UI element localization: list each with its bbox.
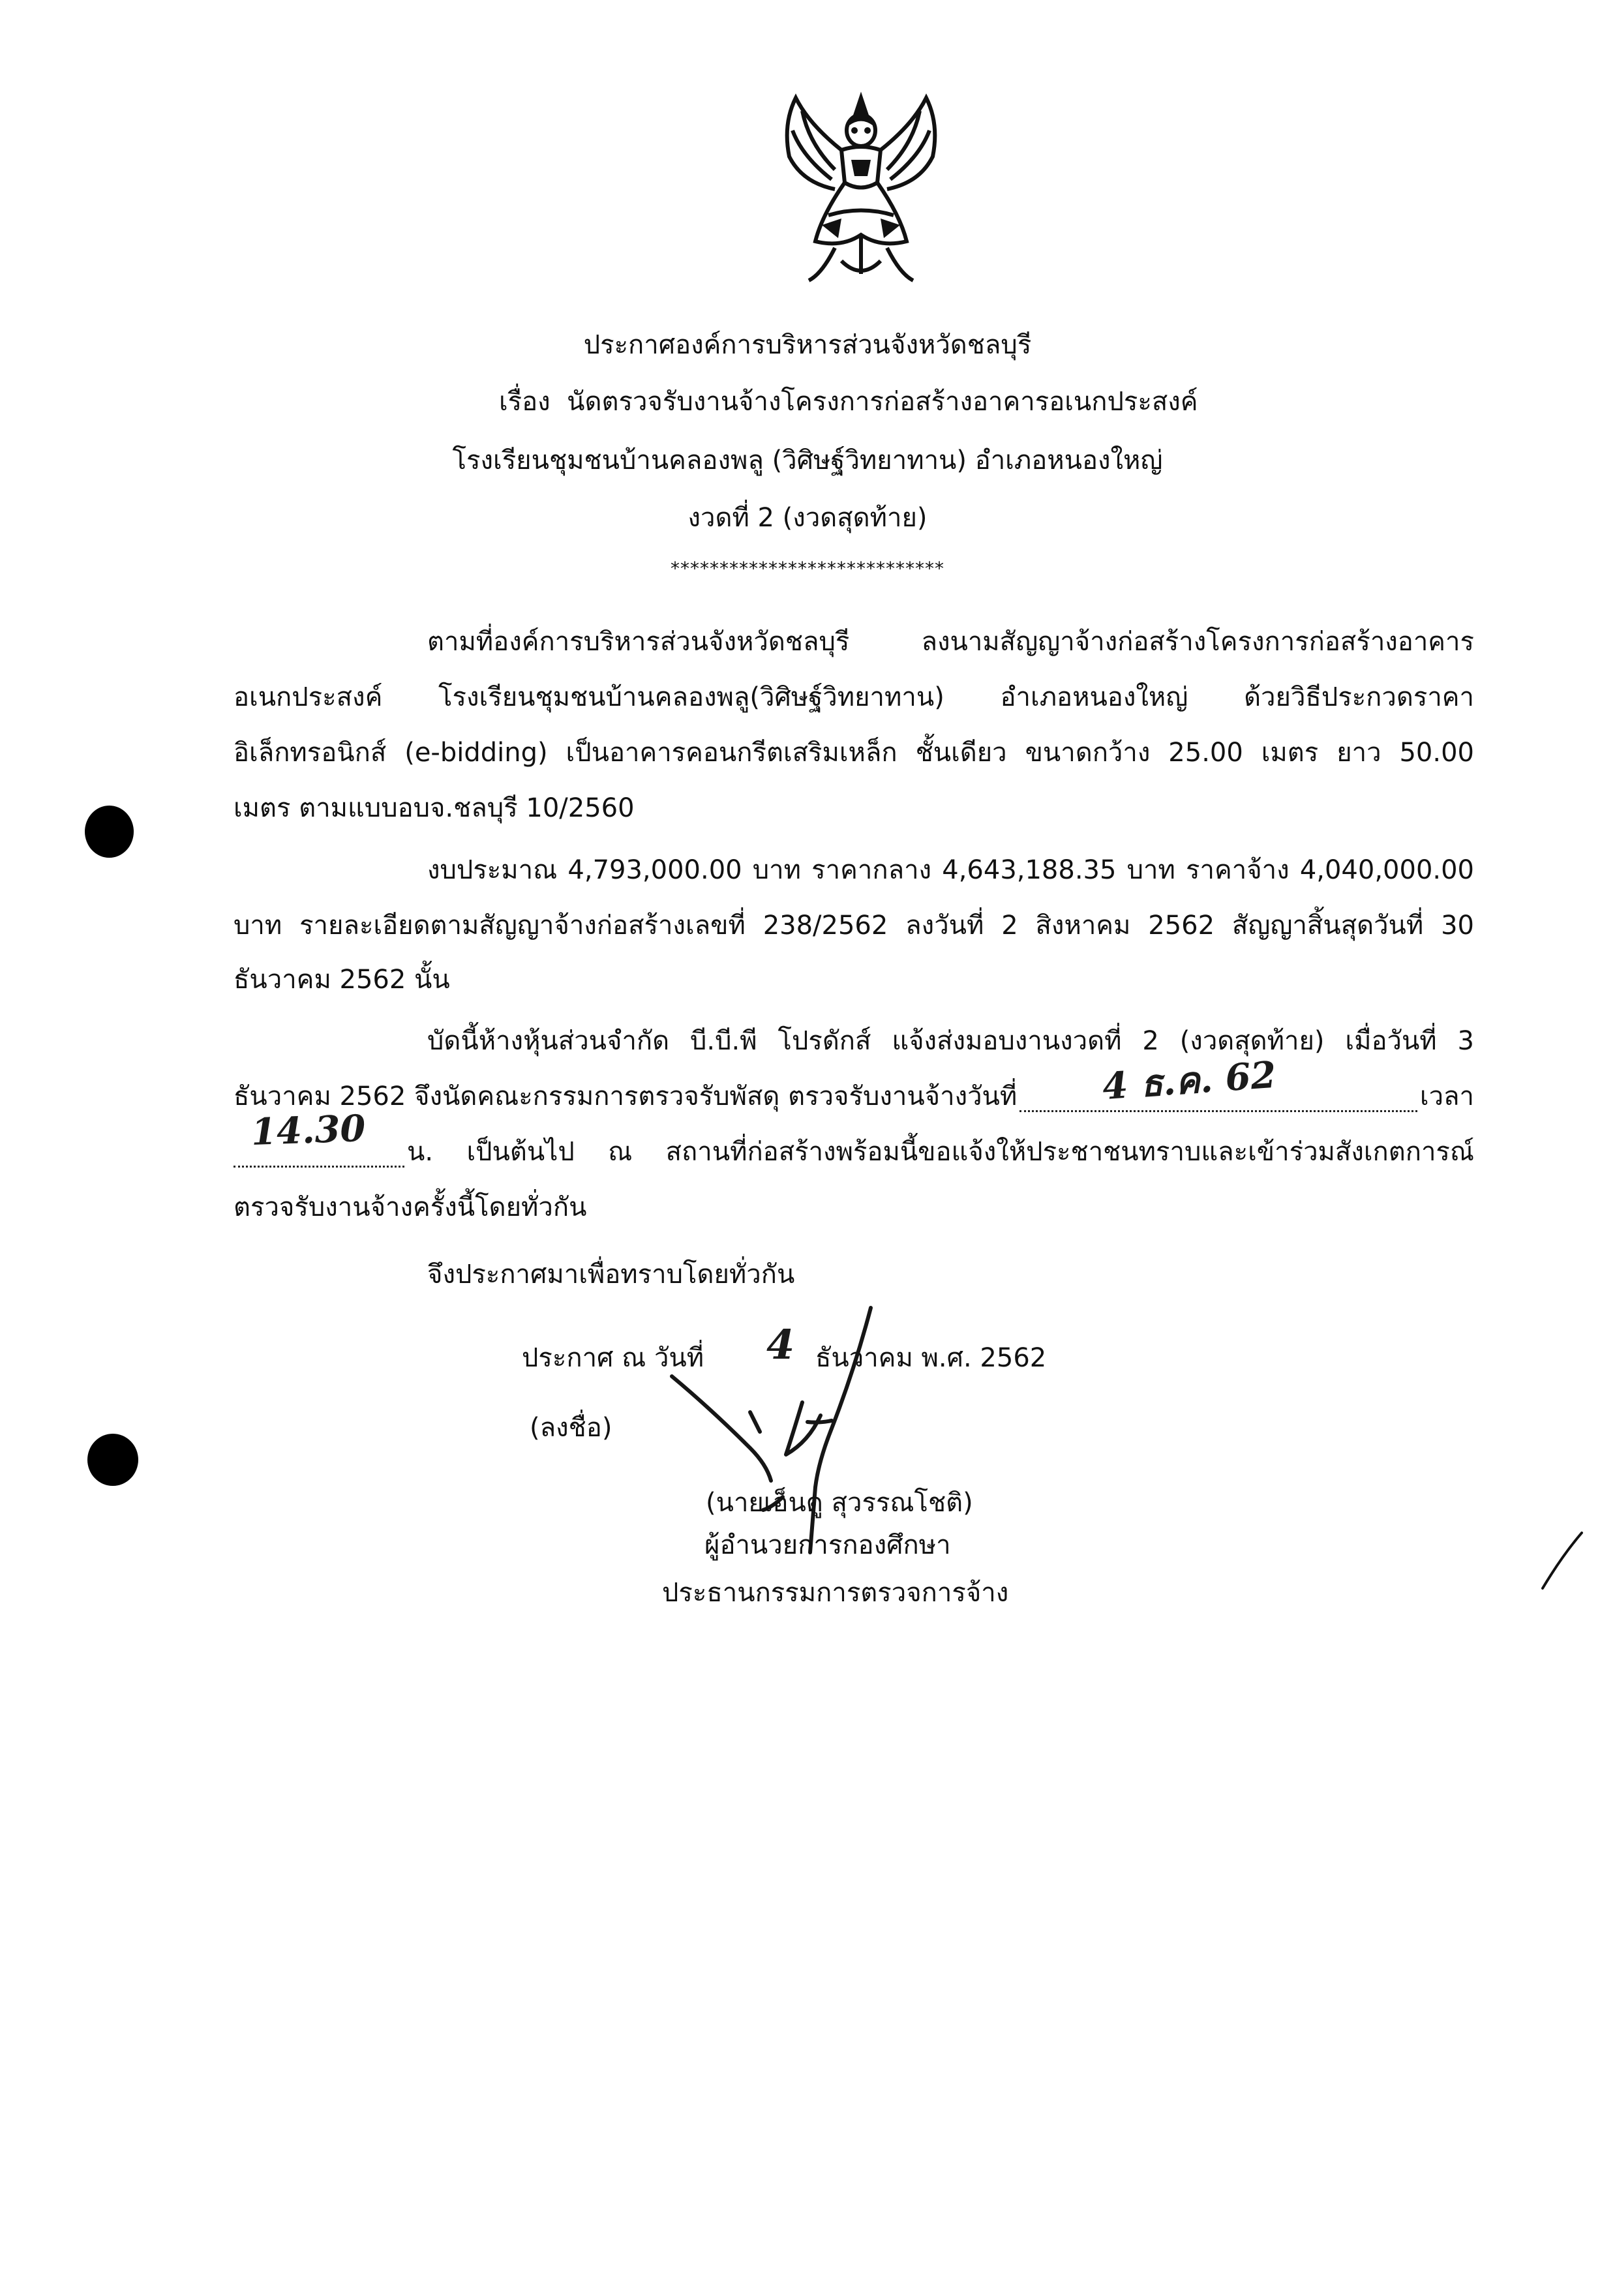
announce-date-month-year: ธันวาคม พ.ศ. 2562	[815, 1343, 1047, 1373]
sign-label: (ลงชื่อ)	[530, 1413, 612, 1443]
handwritten-day: 4	[766, 1321, 795, 1368]
signer-name: (นายเอ็นดู สุวรรณโชติ)	[706, 1488, 973, 1518]
doc-title: ประกาศองค์การบริหารส่วนจังหวัดชลบุรี	[583, 330, 1032, 360]
margin-slash-mark	[1536, 1530, 1588, 1595]
handwritten-time: 14.30	[250, 1106, 367, 1155]
subject-line-3: งวดที่ 2 (งวดสุดท้าย)	[687, 503, 928, 533]
para2-line2: บาท รายละเอียดตามสัญญาจ้างก่อสร้างเลขที่ 238/2562 ลงวันที่ 2 สิงหาคม 2562 สัญญาสิ้นสุดวันที่ 30	[234, 911, 1474, 941]
separator-stars: ****************************	[671, 558, 944, 579]
subject-text: นัดตรวจรับงานจ้างโครงการก่อสร้างอาคารอเนกประสงค์	[567, 387, 1198, 417]
para3-line2-text: ธันวาคม 2562 จึงนัดคณะกรรมการตรวจรับพัสดุ ตรวจรับงานจ้างวันที่	[234, 1081, 1018, 1111]
para3-line3-text: น. เป็นต้นไป ณ สถานที่ก่อสร้างพร้อมนี้ขอแจ้งให้ประชาชนทราบและเข้าร่วมสังเกตการณ์	[407, 1137, 1474, 1167]
para1-line3: อิเล็กทรอนิกส์ (e-bidding) เป็นอาคารคอนกรีตเสริมเหล็ก ชั้นเดียว ขนาดกว้าง 25.00 เมตร ยาว 50.00	[234, 738, 1474, 768]
para1-line4: เมตร ตามแบบอบจ.ชลบุรี 10/2560	[234, 793, 635, 823]
punch-hole-top	[85, 806, 134, 858]
signer-position: ผู้อำนวยการกองศึกษา	[704, 1530, 951, 1560]
para2-line3: ธันวาคม 2562 นั้น	[234, 965, 450, 995]
closing-line: จึงประกาศมาเพื่อทราบโดยทั่วกัน	[427, 1260, 795, 1290]
garuda-emblem	[757, 85, 965, 294]
para3-line2	[234, 1081, 1474, 1112]
subject-line-1	[499, 386, 1198, 417]
para3-line1: บัดนี้ห้างหุ้นส่วนจำกัด บี.บี.พี โปรดักส์ แจ้งส่งมอบงานงวดที่ 2 (งวดสุดท้าย) เมื่อวันที่ 3	[427, 1026, 1474, 1056]
punch-hole-bottom	[87, 1434, 138, 1486]
para3-line4: ตรวจรับงานจ้างครั้งนี้โดยทั่วกัน	[234, 1192, 587, 1222]
para2-line1: งบประมาณ 4,793,000.00 บาท ราคากลาง 4,643,188.35 บาท ราคาจ้าง 4,040,000.00	[427, 855, 1474, 885]
announce-date-label: ประกาศ ณ วันที่	[522, 1343, 704, 1373]
subject-label: เรื่อง	[499, 387, 551, 417]
signer-role: ประธานกรรมการตรวจการจ้าง	[662, 1578, 1009, 1608]
handwritten-date: 4 ธ.ค. 62	[1101, 1053, 1278, 1109]
handwritten-signature	[659, 1298, 920, 1559]
para1-line2: อเนกประสงค์ โรงเรียนชุมชนบ้านคลองพลู(วิศิษฐ์วิทยาทาน) อำเภอหนองใหญ่ ด้วยวิธีประกวดราคา	[234, 682, 1474, 712]
para3-line3	[234, 1136, 1474, 1168]
time-label: เวลา	[1419, 1081, 1474, 1111]
para1-line1: ตามที่องค์การบริหารส่วนจังหวัดชลบุรี ลงนามสัญญาจ้างก่อสร้างโครงการก่อสร้างอาคาร	[427, 627, 1474, 657]
subject-line-2: โรงเรียนชุมชนบ้านคลองพลู (วิศิษฐ์วิทยาทาน) อำเภอหนองใหญ่	[452, 446, 1163, 476]
